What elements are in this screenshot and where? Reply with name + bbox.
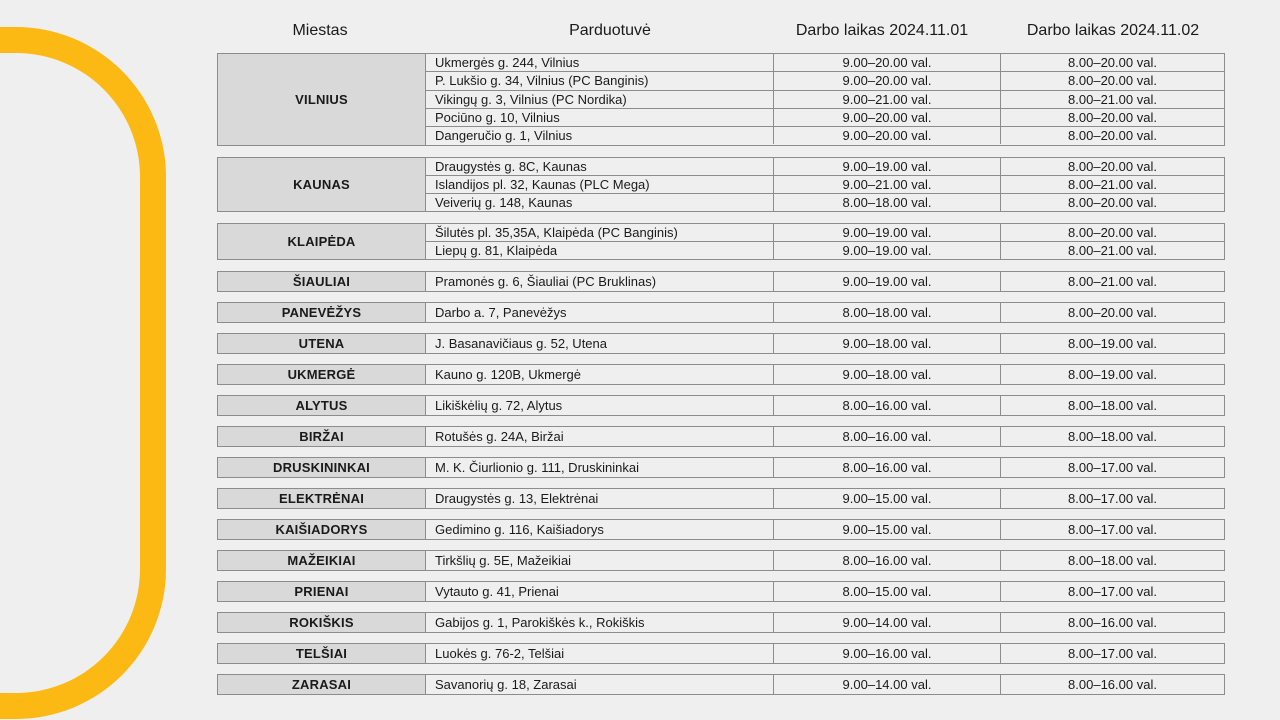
hours-2024-11-01: 9.00–18.00 val. <box>774 365 1001 384</box>
store-list <box>426 158 1224 212</box>
hours-2024-11-01: 8.00–15.00 val. <box>774 582 1001 601</box>
store-address: Darbo a. 7, Panevėžys <box>426 303 774 322</box>
table-row <box>426 224 1224 242</box>
hours-2024-11-01: 8.00–18.00 val. <box>774 303 1001 322</box>
city-group <box>217 674 1225 695</box>
table-row <box>426 109 1224 127</box>
city-cell: UTENA <box>218 334 426 353</box>
table-row <box>426 158 1224 176</box>
city-group <box>217 550 1225 571</box>
city-group <box>217 457 1225 478</box>
hours-2024-11-01: 8.00–16.00 val. <box>774 427 1001 446</box>
hours-2024-11-02: 8.00–18.00 val. <box>1068 398 1157 413</box>
store-address: Šilutės pl. 35,35A, Klaipėda (PC Banginis) <box>426 224 774 241</box>
store-address: Islandijos pl. 32, Kaunas (PLC Mega) <box>426 176 774 193</box>
city-cell: KAUNAS <box>218 158 426 212</box>
hours-2024-11-02: 8.00–20.00 val. <box>1068 55 1157 71</box>
table-row <box>426 194 1224 211</box>
city-cell: KAIŠIADORYS <box>218 520 426 539</box>
hours-2024-11-01: 9.00–18.00 val. <box>774 334 1001 353</box>
city-cell: PRIENAI <box>218 582 426 601</box>
store-address: Draugystės g. 8C, Kaunas <box>426 158 774 175</box>
hours-2024-11-02: 8.00–19.00 val. <box>1068 336 1157 351</box>
hours-2024-11-02: 8.00–20.00 val. <box>1068 225 1157 240</box>
store-list <box>426 675 1224 694</box>
hours-2024-11-02: 8.00–18.00 val. <box>1068 429 1157 444</box>
hours-2024-11-02: 8.00–20.00 val. <box>1068 305 1157 320</box>
store-list <box>426 520 1224 539</box>
hours-2024-11-02: 8.00–21.00 val. <box>1068 176 1157 192</box>
hours-2024-11-02: 8.00–17.00 val. <box>1068 522 1157 537</box>
hours-2024-11-02: 8.00–20.00 val. <box>1068 110 1157 126</box>
city-cell: VILNIUS <box>218 54 426 145</box>
hours-2024-11-02: 8.00–21.00 val. <box>1068 91 1157 107</box>
table-row <box>426 303 1224 322</box>
city-cell: DRUSKININKAI <box>218 458 426 477</box>
hours-2024-11-02: 8.00–17.00 val. <box>1068 584 1157 599</box>
store-address: Liepų g. 81, Klaipėda <box>426 242 774 259</box>
store-address: Vikingų g. 3, Vilnius (PC Nordika) <box>426 91 774 108</box>
table-row <box>426 520 1224 539</box>
store-list <box>426 489 1224 508</box>
store-address: P. Lukšio g. 34, Vilnius (PC Banginis) <box>426 72 774 89</box>
store-list <box>426 427 1224 446</box>
hours-2024-11-02: 8.00–20.00 val. <box>1068 128 1157 144</box>
table-row <box>426 489 1224 508</box>
store-address: Draugystės g. 13, Elektrėnai <box>426 489 774 508</box>
city-cell: UKMERGĖ <box>218 365 426 384</box>
city-cell: PANEVĖŽYS <box>218 303 426 322</box>
hours-2024-11-01: 9.00–14.00 val. <box>774 675 1001 694</box>
city-group <box>217 395 1225 416</box>
store-address: Luokės g. 76-2, Telšiai <box>426 644 774 663</box>
hours-2024-11-02: 8.00–20.00 val. <box>1068 73 1157 89</box>
hours-2024-11-01: 9.00–21.00 val. <box>774 91 1001 108</box>
city-cell: ELEKTRĖNAI <box>218 489 426 508</box>
store-address: Rotušės g. 24A, Biržai <box>426 427 774 446</box>
city-cell: BIRŽAI <box>218 427 426 446</box>
hours-2024-11-01: 9.00–20.00 val. <box>774 127 1001 144</box>
hours-2024-11-01: 9.00–19.00 val. <box>774 224 1001 241</box>
city-cell: KLAIPĖDA <box>218 224 426 259</box>
city-group <box>217 612 1225 633</box>
city-group <box>217 581 1225 602</box>
store-list <box>426 224 1224 259</box>
store-list <box>426 551 1224 570</box>
table-row <box>426 644 1224 663</box>
hours-2024-11-02: 8.00–19.00 val. <box>1068 367 1157 382</box>
table-row <box>426 365 1224 384</box>
city-group <box>217 302 1225 323</box>
hours-2024-11-01: 8.00–16.00 val. <box>774 396 1001 415</box>
store-address: Pramonės g. 6, Šiauliai (PC Bruklinas) <box>426 272 774 291</box>
store-address: Gabijos g. 1, Parokiškės k., Rokiškis <box>426 613 774 632</box>
store-address: Tirkšlių g. 5E, Mažeikiai <box>426 551 774 570</box>
table-row <box>426 72 1224 90</box>
city-group <box>217 53 1225 146</box>
city-cell: ROKIŠKIS <box>218 613 426 632</box>
hours-2024-11-01: 9.00–14.00 val. <box>774 613 1001 632</box>
header-store: Parduotuvė <box>569 22 651 39</box>
hours-2024-11-02: 8.00–21.00 val. <box>1068 243 1157 258</box>
city-cell: TELŠIAI <box>218 644 426 663</box>
city-cell: ZARASAI <box>218 675 426 694</box>
store-list <box>426 272 1224 291</box>
decorative-yellow-arc <box>0 27 166 719</box>
store-list <box>426 54 1224 145</box>
store-address: Veiverių g. 148, Kaunas <box>426 194 774 211</box>
hours-2024-11-02: 8.00–16.00 val. <box>1068 615 1157 630</box>
city-group <box>217 333 1225 354</box>
header-hours-2: Darbo laikas 2024.11.02 <box>1026 22 1200 39</box>
store-address: Gedimino g. 116, Kaišiadorys <box>426 520 774 539</box>
hours-2024-11-01: 9.00–15.00 val. <box>774 489 1001 508</box>
store-list <box>426 303 1224 322</box>
table-row <box>426 334 1224 353</box>
hours-2024-11-01: 9.00–20.00 val. <box>774 54 1001 71</box>
store-address: Likiškėlių g. 72, Alytus <box>426 396 774 415</box>
hours-2024-11-02: 8.00–20.00 val. <box>1068 194 1157 210</box>
table-row <box>426 427 1224 446</box>
hours-2024-11-02: 8.00–17.00 val. <box>1068 646 1157 661</box>
city-group <box>217 157 1225 213</box>
city-cell: ALYTUS <box>218 396 426 415</box>
hours-2024-11-01: 9.00–19.00 val. <box>774 242 1001 259</box>
hours-2024-11-01: 9.00–15.00 val. <box>774 520 1001 539</box>
store-address: Vytauto g. 41, Prienai <box>426 582 774 601</box>
city-cell: ŠIAULIAI <box>218 272 426 291</box>
hours-2024-11-01: 9.00–20.00 val. <box>774 109 1001 126</box>
store-address: Pociūno g. 10, Vilnius <box>426 109 774 126</box>
city-group <box>217 519 1225 540</box>
hours-2024-11-01: 9.00–21.00 val. <box>774 176 1001 193</box>
store-address: J. Basanavičiaus g. 52, Utena <box>426 334 774 353</box>
table-row <box>426 272 1224 291</box>
store-list <box>426 613 1224 632</box>
store-address: Kauno g. 120B, Ukmergė <box>426 365 774 384</box>
table-row <box>426 551 1224 570</box>
hours-2024-11-02: 8.00–16.00 val. <box>1068 677 1157 692</box>
table-row <box>426 613 1224 632</box>
hours-2024-11-02: 8.00–17.00 val. <box>1068 460 1157 475</box>
hours-2024-11-01: 8.00–16.00 val. <box>774 458 1001 477</box>
hours-2024-11-01: 9.00–19.00 val. <box>774 272 1001 291</box>
table-row <box>426 396 1224 415</box>
store-list <box>426 582 1224 601</box>
table-row <box>426 242 1224 259</box>
header-city: Miestas <box>292 22 348 39</box>
store-address: Ukmergės g. 244, Vilnius <box>426 54 774 71</box>
table-row <box>426 91 1224 109</box>
hours-2024-11-01: 8.00–18.00 val. <box>774 194 1001 211</box>
city-group <box>217 364 1225 385</box>
hours-2024-11-01: 9.00–16.00 val. <box>774 644 1001 663</box>
city-group <box>217 488 1225 509</box>
hours-2024-11-02: 8.00–18.00 val. <box>1068 553 1157 568</box>
city-group <box>217 271 1225 292</box>
header-hours-1: Darbo laikas 2024.11.01 <box>795 22 969 39</box>
table-row <box>426 458 1224 477</box>
hours-2024-11-02: 8.00–21.00 val. <box>1068 274 1157 289</box>
table-row <box>426 176 1224 194</box>
hours-2024-11-02: 8.00–17.00 val. <box>1068 491 1157 506</box>
hours-2024-11-02: 8.00–20.00 val. <box>1068 158 1157 174</box>
table-row <box>426 54 1224 72</box>
store-list <box>426 644 1224 663</box>
city-group <box>217 426 1225 447</box>
store-list <box>426 334 1224 353</box>
hours-2024-11-01: 8.00–16.00 val. <box>774 551 1001 570</box>
store-list <box>426 365 1224 384</box>
store-address: Dangeručio g. 1, Vilnius <box>426 127 774 144</box>
table-row <box>426 127 1224 144</box>
table-row <box>426 675 1224 694</box>
table-row <box>426 582 1224 601</box>
store-list <box>426 458 1224 477</box>
city-cell: MAŽEIKIAI <box>218 551 426 570</box>
store-address: Savanorių g. 18, Zarasai <box>426 675 774 694</box>
city-group <box>217 643 1225 664</box>
city-group <box>217 223 1225 260</box>
hours-2024-11-01: 9.00–19.00 val. <box>774 158 1001 175</box>
store-list <box>426 396 1224 415</box>
hours-2024-11-01: 9.00–20.00 val. <box>774 72 1001 89</box>
store-address: M. K. Čiurlionio g. 111, Druskininkai <box>426 458 774 477</box>
